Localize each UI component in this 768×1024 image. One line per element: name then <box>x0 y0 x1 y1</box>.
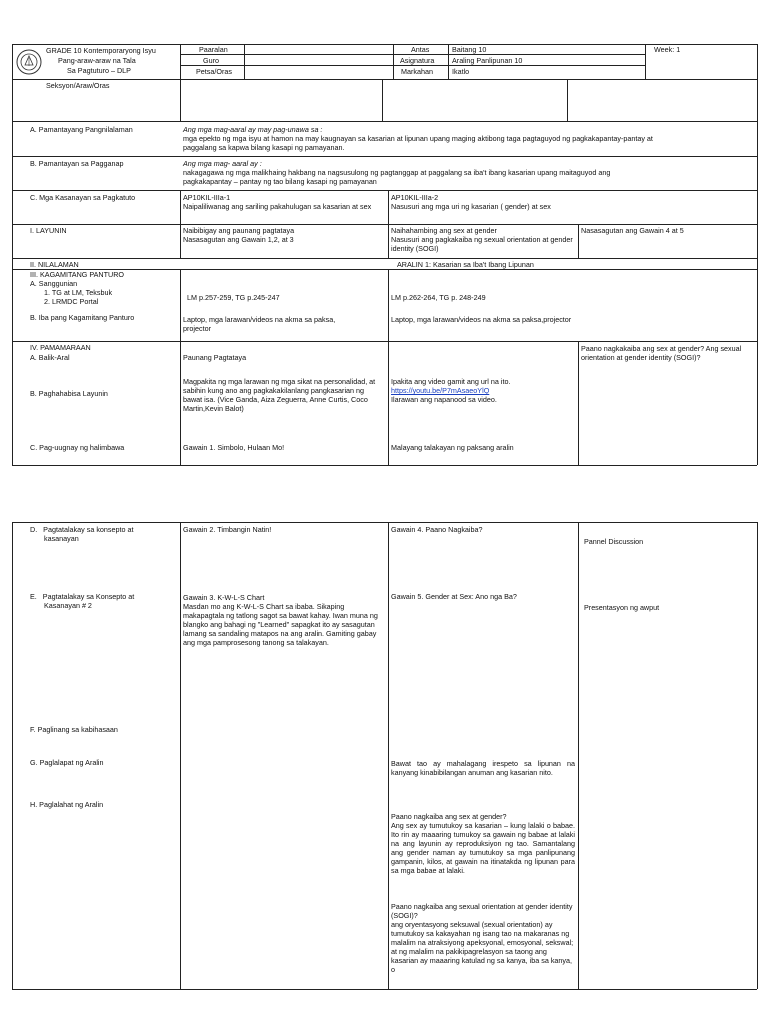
rule <box>578 341 579 465</box>
row-ii-label: II. NILALAMAN <box>30 260 79 269</box>
rule <box>12 341 757 342</box>
rule <box>180 522 181 989</box>
row-iv-label: IV. PAMAMARAAN <box>30 343 91 352</box>
rule <box>757 522 758 989</box>
row-h-body: Ang sex ay tumutukoy sa kasarian – kung lalaki o babae. Ito rin ay maaaring tumukoy sa gawain ng babae at lalaki na ang layunin ay reproduksiyon ng tao. Samantalang ang gender naman ay tumutukoy sa mga panlipunang gampanin, kilos, at gawain na itinatakda ng lipunan para sa mga babae at lalaki. <box>391 821 575 875</box>
row-iii-a1: 1. TG at LM, Teksbuk <box>44 288 113 297</box>
rule <box>12 522 757 523</box>
row-iii-a2: 2. LRMDC Portal <box>44 297 99 306</box>
row-b-label: B. Pamantayan sa Pagganap <box>30 159 124 168</box>
row-h-question: Paano nagkaiba ang sex at gender? <box>391 812 507 821</box>
rule <box>388 269 389 465</box>
materials-1: Laptop, mga larawan/videos na akma sa paksa, projector <box>183 315 336 333</box>
rule <box>567 79 568 121</box>
row-i-label: I. LAYUNIN <box>30 226 67 235</box>
iv-b-col2-text: Ipakita ang video gamit ang url na ito. <box>391 377 511 386</box>
row-i-col2: Naihahambing ang sex at gender Nasusuri ang pagkakaiba ng sexual orientation at gender identity (SOGI) <box>391 226 573 253</box>
iv-c-col2: Malayang talakayan ng paksang aralin <box>391 443 514 452</box>
header-subtitle: Pang-araw-araw na Tala <box>58 56 136 65</box>
rule <box>180 44 181 121</box>
rule <box>388 522 389 989</box>
rule <box>578 522 579 989</box>
deped-seal-icon <box>16 47 42 77</box>
row-c-label: C. Mga Kasanayan sa Pagkatuto <box>30 193 136 202</box>
row-i-col1: Naibibigay ang paunang pagtataya Nasasagutan ang Gawain 1,2, at 3 <box>183 226 295 244</box>
rule <box>12 522 13 989</box>
row-e-label: E. Pagtatalakay sa Konsepto at Kasanayan # 2 <box>30 592 135 610</box>
row-d-col1: Gawain 2. Timbangin Natin! <box>183 525 272 534</box>
row-c-text1: Naipaliliwanag ang sariling pakahulugan sa kasarian at sex <box>183 202 372 211</box>
row-iii-a: A. Sanggunian <box>30 279 78 288</box>
rule <box>180 269 181 465</box>
rule <box>448 44 449 79</box>
antas-label: Antas <box>411 45 430 54</box>
antas-value: Baitang 10 <box>452 45 487 54</box>
week-label: Week: 1 <box>654 45 681 54</box>
row-h-body2: ang oryentasyong seksuwal (sexual orientation) ay tumutukoy sa kakayahan ng isang tao na makaranas ng malalim na atraksiyong apeksyonal, emosyonal, sekswal; at ng malalim na pakikipagrelasyon sa taong ang kasarian ay maaaring katulad ng sa kanya, iba sa kanya, o <box>391 920 574 974</box>
row-d-col3: Pannel Discussion <box>584 537 644 546</box>
row-b-intro: Ang mga mag- aaral ay : <box>183 159 262 168</box>
rule <box>757 44 758 465</box>
rule <box>180 65 645 66</box>
rule <box>12 465 757 466</box>
row-iii-label: III. KAGAMITANG PANTURO <box>30 270 124 279</box>
iv-a-col3: Paano nagkakaiba ang sex at gender? Ang sexual orientation at gender identity (SOGI)? <box>581 344 742 362</box>
row-iii-b: B. Iba pang Kagamitang Panturo <box>30 313 135 322</box>
video-link[interactable]: https://youtu.be/P7mAsaeoYlQ <box>391 386 490 395</box>
iv-a-col1: Paunang Pagtataya <box>183 353 247 362</box>
paaralan-label: Paaralan <box>199 45 228 54</box>
rule <box>388 190 389 258</box>
rule <box>244 44 245 79</box>
iv-b-col1: Magpakita ng mga larawan ng mga sikat na personalidad, at sabihin kung ano ang pagkakakilanlang pangkasarian ng bawat isa. (Vice Ganda, Aiza Zeguerra, Anne Curtis, Coco Martin,Kevin Balot) <box>183 377 376 413</box>
iv-c-col1: Gawain 1. Simbolo, Hulaan Mo! <box>183 443 285 452</box>
iv-b-col2-text: Ilarawan ang napanood sa video. <box>391 395 497 404</box>
row-c-code1: AP10KIL-IIIa-1 <box>183 193 231 202</box>
row-f-label: F. Paglinang sa kabihasaan <box>30 725 118 734</box>
row-b-text: pagkakapantay – pantay ng tao bilang kasapi ng pamayanan <box>183 177 377 186</box>
rule <box>12 190 757 191</box>
row-g-label: G. Paglalapat ng Aralin <box>30 758 104 767</box>
rule <box>12 121 757 122</box>
rule <box>12 258 757 259</box>
markahan-value: Ikatlo <box>452 67 470 76</box>
row-b-text: nakagagawa ng mga malikhaing hakbang na nagsusulong ng pagtanggap at paggalang sa iba't ibang kasarian upang maitaguyod ang <box>183 168 611 177</box>
rule <box>578 224 579 258</box>
asignatura-label: Asignatura <box>400 56 435 65</box>
row-h-label: H. Paglalahat ng Aralin <box>30 800 104 809</box>
rule <box>180 54 645 55</box>
petsa-label: Petsa/Oras <box>196 67 232 76</box>
row-a-text: paggalang sa kapwa bilang kasapi ng pamayanan. <box>183 143 345 152</box>
lm-ref-2: LM p.262-264, TG p. 248-249 <box>391 293 486 302</box>
seksyon-label: Seksyon/Araw/Oras <box>46 81 110 90</box>
rule <box>393 44 394 79</box>
lm-ref-1: LM p.257-259, TG p.245-247 <box>187 293 280 302</box>
row-e-col2: Gawain 5. Gender at Sex: Ano nga Ba? <box>391 592 517 601</box>
rule <box>12 44 13 465</box>
row-d-col2: Gawain 4. Paano Nagkaiba? <box>391 525 483 534</box>
row-i-col3: Nasasagutan ang Gawain 4 at 5 <box>581 226 684 235</box>
header-subtitle: Sa Pagtuturo – DLP <box>67 66 131 75</box>
rule <box>382 79 383 121</box>
row-h-question2: Paano nagkaiba ang sexual orientation at gender identity (SOGI)? <box>391 902 573 920</box>
guro-label: Guro <box>203 56 219 65</box>
row-a-intro: Ang mga mag-aaral ay may pag-unawa sa : <box>183 125 323 134</box>
rule <box>12 79 757 80</box>
row-e-col3: Presentasyon ng awput <box>584 603 660 612</box>
row-iv-a: A. Balik-Aral <box>30 353 70 362</box>
row-a-label: A. Pamantayang Pangnilalaman <box>30 125 133 134</box>
row-iv-b: B. Paghahabisa Layunin <box>30 389 108 398</box>
row-ii-text: ARALIN 1: Kasarian sa Iba't Ibang Lipunan <box>397 260 534 269</box>
row-d-label: D. Pagtatalakay sa konsepto at kasanayan <box>30 525 134 543</box>
rule <box>12 224 757 225</box>
rule <box>645 44 646 79</box>
materials-2: Laptop, mga larawan/videos na akma sa paksa,projector <box>391 315 572 324</box>
header-title: GRADE 10 Kontemporaryong Isyu <box>46 46 156 55</box>
row-e-col1-body: Masdan mo ang K-W-L-S Chart sa ibaba. Sikaping makapagtala ng tatlong sagot sa bawat kahay. Iwan muna ng blangko ang bahagi ng "Learned" sapagkat ito ay sasagutan lamang sa sandaling matapos na ang aralin. Gamiting gabay ang mga pamprosesong tanong sa talakayan. <box>183 602 378 647</box>
rule <box>12 156 757 157</box>
markahan-label: Markahan <box>401 67 433 76</box>
row-a-text: mga epekto ng mga isyu at hamon na may kaugnayan sa kasarian at lipunan upang maging aktibong taga pagtaguyod ng pagkakapantay-pantay at <box>183 134 653 143</box>
row-c-text2: Nasusuri ang mga uri ng kasarian ( gender) at sex <box>391 202 551 211</box>
row-g-col2: Bawat tao ay mahalagang irespeto sa lipunan na kanyang kinabibilangan anuman ang kasarian nito. <box>391 759 575 777</box>
asignatura-value: Araling Panlipunan 10 <box>452 56 523 65</box>
row-iv-c: C. Pag-uugnay ng halimbawa <box>30 443 125 452</box>
row-c-code2: AP10KIL-IIIa-2 <box>391 193 439 202</box>
rule <box>180 190 181 258</box>
row-e-col1-title: Gawain 3. K-W-L-S Chart <box>183 593 265 602</box>
rule <box>12 989 757 990</box>
